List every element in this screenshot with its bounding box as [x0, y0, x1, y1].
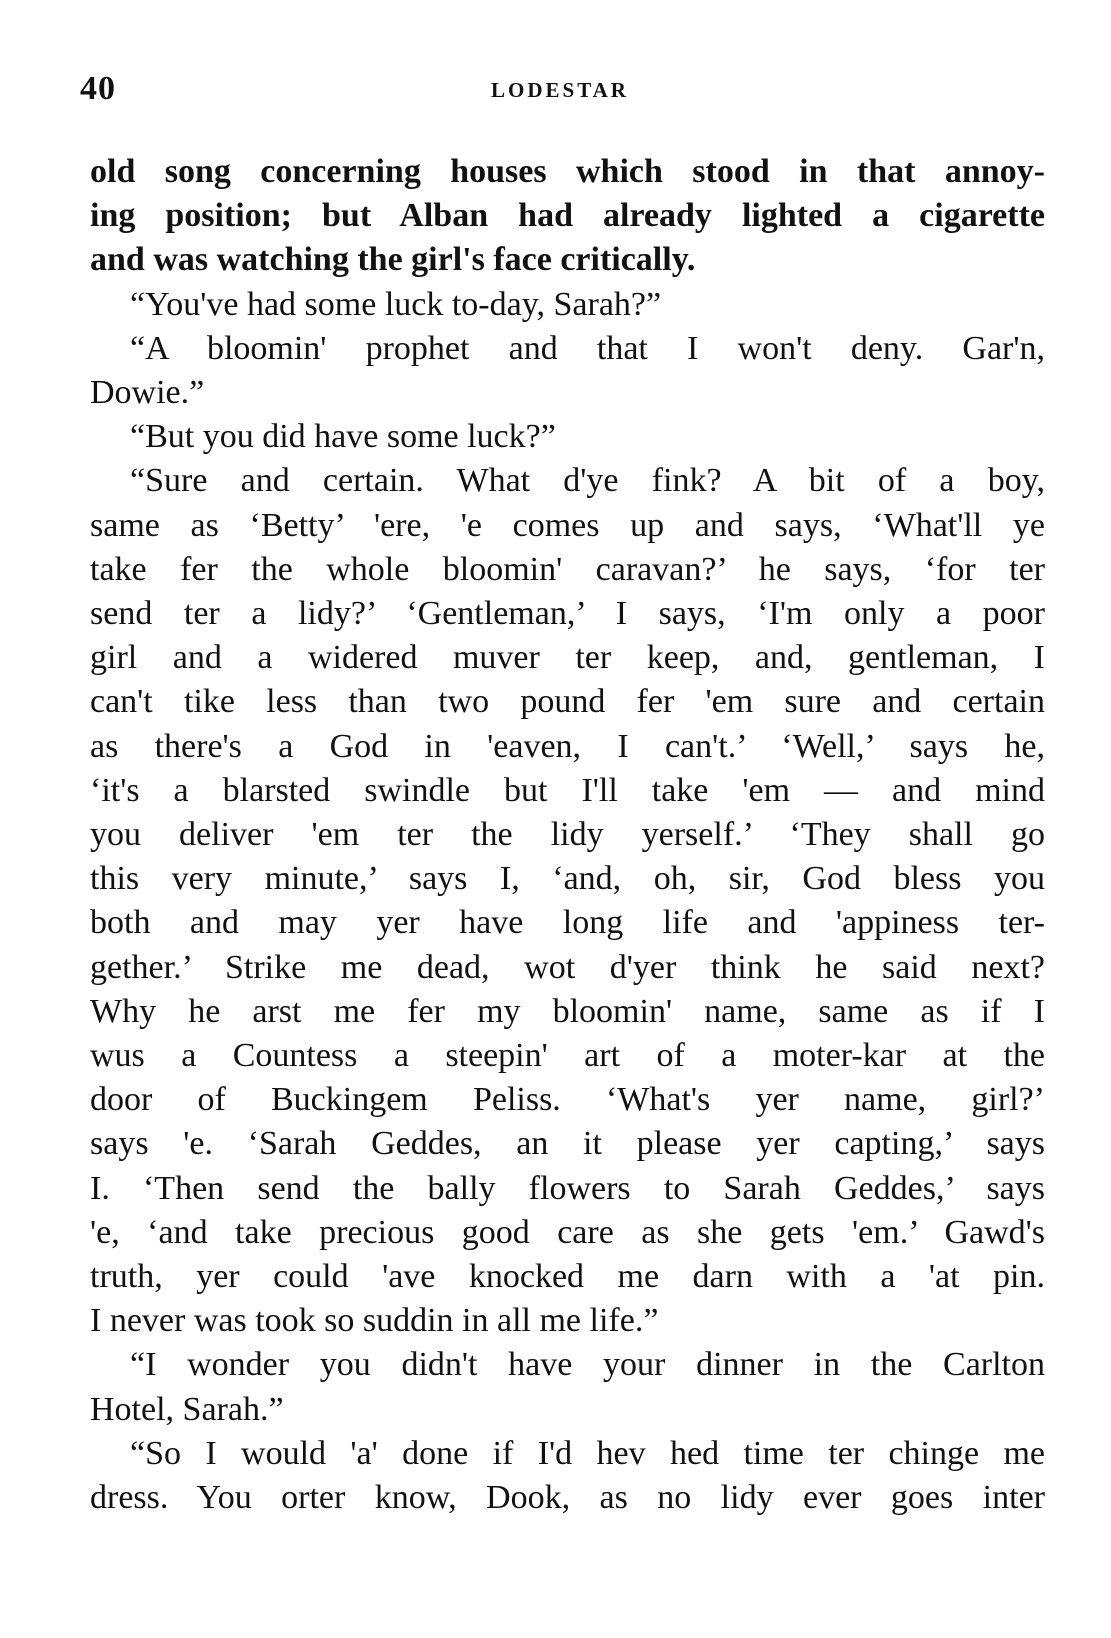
text-line: 'e, ‘and take precious good care as she gets 'em.’ Gawd's [90, 1213, 1045, 1251]
text-line: Why he arst me fer my bloomin' name, same as if I [90, 992, 1045, 1030]
text-line: dress. You orter know, Dook, as no lidy ever goes inter [90, 1479, 1045, 1517]
running-head [80, 70, 1040, 110]
running-title: LODESTAR [491, 78, 629, 102]
text-line: as there's a God in 'eaven, I can't.’ ‘Well,’ says he, [90, 727, 1045, 765]
text-line: “But you did have some luck?” [130, 418, 556, 456]
text-line: this very minute,’ says I, ‘and, oh, sir, God bless you [90, 860, 1045, 898]
text-line: girl and a widered muver ter keep, and, gentleman, I [90, 639, 1045, 677]
text-line: ‘it's a blarsted swindle but I'll take 'em — and mind [90, 771, 1045, 809]
body-text [90, 150, 1045, 1520]
text-line: send ter a lidy?’ ‘Gentleman,’ I says, ‘I'm only a poor [90, 595, 1045, 633]
text-line: I never was took so suddin in all me life.” [90, 1302, 659, 1340]
text-line: “A bloomin' prophet and that I won't deny. Gar'n, [130, 329, 1045, 367]
text-line: and was watching the girl's face critically. [90, 241, 696, 279]
text-line: “Sure and certain. What d'ye fink? A bit of a boy, [130, 462, 1045, 500]
text-line: door of Buckingem Peliss. ‘What's yer name, girl?’ [90, 1081, 1045, 1119]
text-line: same as ‘Betty’ 'ere, 'e comes up and says, ‘What'll ye [90, 506, 1045, 544]
text-line: gether.’ Strike me dead, wot d'yer think he said next? [90, 948, 1045, 986]
text-line: take fer the whole bloomin' caravan?’ he says, ‘for ter [90, 550, 1045, 588]
page-number: 40 [80, 70, 116, 107]
text-line: you deliver 'em ter the lidy yerself.’ ‘They shall go [90, 816, 1045, 854]
text-line: says 'e. ‘Sarah Geddes, an it please yer capting,’ says [90, 1125, 1045, 1163]
text-line: wus a Countess a steepin' art of a moter-kar at the [90, 1037, 1045, 1075]
text-line: I. ‘Then send the bally flowers to Sarah Geddes,’ says [90, 1169, 1045, 1207]
text-line: “You've had some luck to-day, Sarah?” [130, 285, 662, 323]
text-line: both and may yer have long life and 'appiness ter- [90, 904, 1045, 942]
text-line: old song concerning houses which stood in that annoy- [90, 153, 1045, 190]
text-line: “I wonder you didn't have your dinner in the Carlton [130, 1346, 1045, 1384]
text-line: “So I would 'a' done if I'd hev hed time ter chinge me [130, 1434, 1045, 1472]
text-line: ing position; but Alban had already lighted a cigarette [90, 197, 1045, 235]
text-line: Dowie.” [90, 374, 205, 412]
text-line: can't tike less than two pound fer 'em sure and certain [90, 683, 1045, 721]
text-line: truth, yer could 'ave knocked me darn with a 'at pin. [90, 1258, 1045, 1296]
text-line: Hotel, Sarah.” [90, 1390, 284, 1428]
